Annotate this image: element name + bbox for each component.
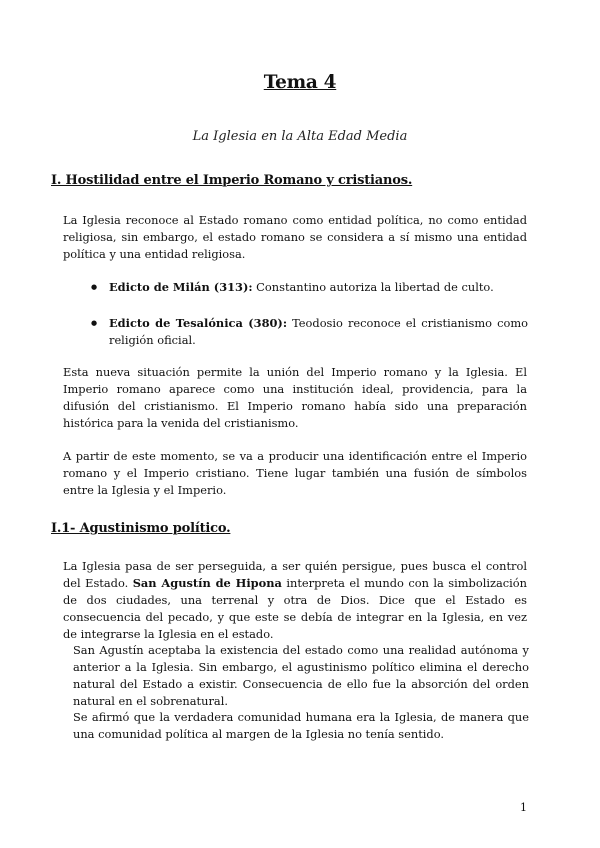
page-title: Tema 4 <box>263 72 337 93</box>
section2-paragraph-3: Se afirmó que la verdadera comunidad humana era la Iglesia, de manera que una comunidad política al margen de la Iglesia no tenía sentido. <box>73 710 529 741</box>
page-subtitle: La Iglesia en la Alta Edad Media <box>192 129 408 144</box>
section1-paragraph-1: La Iglesia reconoce al Estado romano como entidad política, no como entidad religiosa, sin embargo, el estado romano se considera a sí mismo una entidad política y una entidad religiosa. <box>63 213 527 261</box>
san-agustin-name: San Agustín de Hipona <box>132 576 282 590</box>
section2-paragraph-1 <box>63 558 527 643</box>
page-number: 1 <box>520 801 527 814</box>
section-heading-2: I.1- Agustinismo político. <box>51 521 231 536</box>
section1-paragraph-2: Esta nueva situación permite la unión del Imperio romano y la Iglesia. El Imperio romano aparece como una institución ideal, providencia, para la difusión del cristianismo. El Imperio romano había sido una preparación histórica para la venida del cristianismo. <box>63 365 527 430</box>
list-item <box>91 279 528 296</box>
edict-tesalonica-text: Teodosio reconoce el cristianismo como religión oficial. <box>109 316 528 347</box>
edict-milan-text: Constantino autoriza la libertad de culto. <box>252 280 494 294</box>
section1-paragraph-3: A partir de este momento, se va a producir una identificación entre el Imperio romano y el Imperio cristiano. Tiene lugar también una fusión de símbolos entre la Iglesia y el Imperio. <box>63 449 527 497</box>
section2-paragraph-2: San Agustín aceptaba la existencia del estado como una realidad autónoma y anterior a la Iglesia. Sin embargo, el agustinismo político elimina el derecho natural del Estado a existir. Consecuencia de ello fue la absorción del orden natural en el sobrenatural. <box>73 643 529 708</box>
section-heading-1: I. Hostilidad entre el Imperio Romano y cristianos. <box>51 173 413 188</box>
edict-milan-label: Edicto de Milán (313): <box>109 280 253 294</box>
section2-p1-start: La Iglesia pasa de ser perseguida, a ser quién persigue, pues busca el control del Estado. <box>63 559 527 590</box>
list-item <box>91 315 528 349</box>
edict-tesalonica-label: Edicto de Tesalónica (380): <box>109 316 288 330</box>
section2-p1-end: interpreta el mundo con la simbolización de dos ciudades, una terrenal y otra de Dios. Dice que el Estado es consecuencia del pecado, y que este se debía de integrar en la Iglesia, en vez de integrarse la Iglesia en el estado. <box>63 576 528 641</box>
